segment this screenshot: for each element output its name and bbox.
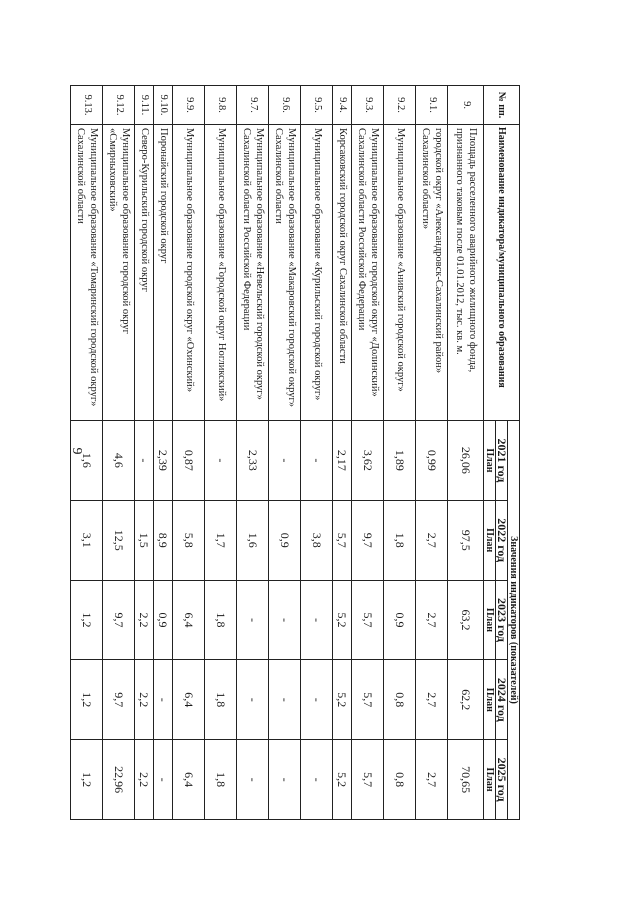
value-2025: -: [237, 740, 269, 820]
row-number: 9.9.: [173, 86, 205, 125]
value-2023: -: [269, 580, 301, 660]
row-number: 9.2.: [384, 86, 416, 125]
value-2021: 2,33: [237, 421, 269, 501]
value-2022: 97,5: [448, 500, 484, 580]
header-plan-2025: План: [484, 740, 496, 820]
value-2021: -: [269, 421, 301, 501]
value-2023: 2,7: [416, 580, 448, 660]
table-row: [135, 86, 154, 820]
value-2022: 3,1: [71, 500, 103, 580]
header-plan-2023: План: [484, 580, 496, 660]
value-2022: 1,7: [205, 500, 237, 580]
row-name: Северо-Курильский городской округ: [135, 125, 154, 421]
value-2023: 5,2: [333, 580, 352, 660]
value-2022: 8,9: [154, 500, 173, 580]
value-2024: 6,4: [173, 660, 205, 740]
row-number: 9.6.: [269, 86, 301, 125]
indicators-table: [70, 85, 520, 820]
table-row: [173, 86, 205, 820]
value-2023: 9,7: [103, 580, 135, 660]
value-2025: 2,7: [416, 740, 448, 820]
value-2022: 1,6: [237, 500, 269, 580]
value-2023: 5,7: [352, 580, 384, 660]
rotated-table-wrapper: [75, 85, 520, 820]
value-2023: 0,9: [384, 580, 416, 660]
row-number: 9.10.: [154, 86, 173, 125]
header-name: Наименование индикатора/муниципального образования: [484, 125, 520, 421]
row-name: Муниципальное образование «Томаринский городской округ» Сахалинской области: [71, 125, 103, 421]
row-name: городской округ «Александровск-Сахалинский район» Сахалинской области»: [416, 125, 448, 421]
row-name: Муниципальное образование «Анивский городской округ»: [384, 125, 416, 421]
value-2023: 0,9: [154, 580, 173, 660]
row-name: Площадь расселенного аварийного жилищного фонда, признанного таковым после 01.01.2012, тыс. кв. м.: [448, 125, 484, 421]
value-2025: 22,96: [103, 740, 135, 820]
value-2021: 0,87: [173, 421, 205, 501]
page-number: 9: [69, 447, 84, 455]
value-2021: 4,6: [103, 421, 135, 501]
value-2025: 70,65: [448, 740, 484, 820]
header-plan-2024: План: [484, 660, 496, 740]
value-2024: 1,8: [205, 660, 237, 740]
value-2024: 1,2: [71, 660, 103, 740]
row-number: 9.7.: [237, 86, 269, 125]
table-row: [416, 86, 448, 820]
value-2025: 2,2: [135, 740, 154, 820]
value-2024: 9,7: [103, 660, 135, 740]
table-row: [333, 86, 352, 820]
table-row: [269, 86, 301, 820]
value-2024: 5,2: [333, 660, 352, 740]
value-2021: 2,39: [154, 421, 173, 501]
value-2024: 62,2: [448, 660, 484, 740]
header-plan-2022: План: [484, 500, 496, 580]
table-row: [103, 86, 135, 820]
value-2022: 3,8: [301, 500, 333, 580]
value-2022: 5,8: [173, 500, 205, 580]
value-2024: 0,8: [384, 660, 416, 740]
header-group-title: Значения индикаторов (показателей): [508, 421, 520, 820]
row-number: 9.13.: [71, 86, 103, 125]
row-name: Муниципальное образование «Курильский городской округ»: [301, 125, 333, 421]
value-2025: -: [301, 740, 333, 820]
row-name: Муниципальное образование «Невельский городской округ» Сахалинской области Российской Федерации: [237, 125, 269, 421]
header-year-2025: 2025 год: [496, 740, 508, 820]
row-name: Муниципальное образование «Макаровский городской округ» Сахалинской области: [269, 125, 301, 421]
value-2023: 2,2: [135, 580, 154, 660]
value-2025: -: [269, 740, 301, 820]
value-2022: 5,7: [333, 500, 352, 580]
value-2021: -: [135, 421, 154, 501]
value-2023: 6,4: [173, 580, 205, 660]
row-number: 9.8.: [205, 86, 237, 125]
row-number: 9.11.: [135, 86, 154, 125]
value-2024: -: [154, 660, 173, 740]
value-2022: 2,7: [416, 500, 448, 580]
header-number: № пп.: [484, 86, 520, 125]
value-2025: 5,7: [352, 740, 384, 820]
value-2021: 1,6: [71, 421, 103, 501]
value-2021: 2,17: [333, 421, 352, 501]
value-2025: 0,8: [384, 740, 416, 820]
table-row: [71, 86, 103, 820]
table-body: [71, 86, 484, 820]
value-2023: 1,8: [205, 580, 237, 660]
value-2025: -: [154, 740, 173, 820]
row-number: 9.3.: [352, 86, 384, 125]
value-2023: -: [237, 580, 269, 660]
value-2021: -: [205, 421, 237, 501]
value-2024: 2,2: [135, 660, 154, 740]
value-2023: -: [301, 580, 333, 660]
row-number: 9.: [448, 86, 484, 125]
value-2024: -: [269, 660, 301, 740]
row-number: 9.5.: [301, 86, 333, 125]
value-2025: 1,2: [71, 740, 103, 820]
row-number: 9.12.: [103, 86, 135, 125]
value-2023: 63,2: [448, 580, 484, 660]
value-2021: -: [301, 421, 333, 501]
value-2025: 6,4: [173, 740, 205, 820]
row-number: 9.4.: [333, 86, 352, 125]
value-2021: 26,06: [448, 421, 484, 501]
row-name: Муниципальное образование городской округ «Долинский» Сахалинской области Российской Федерации: [352, 125, 384, 421]
value-2021: 1,89: [384, 421, 416, 501]
table-row: [384, 86, 416, 820]
value-2023: 1,2: [71, 580, 103, 660]
table-row: [237, 86, 269, 820]
row-name: Корсаковский городской округ Сахалинской области: [333, 125, 352, 421]
row-name: Поронайский городской округ: [154, 125, 173, 421]
row-name: Муниципальное образование «Городской округ Ногликский»: [205, 125, 237, 421]
value-2024: -: [237, 660, 269, 740]
value-2022: 1,8: [384, 500, 416, 580]
header-year-2022: 2022 год: [496, 500, 508, 580]
row-name: Муниципальное образование городской округ «Смирныховский»: [103, 125, 135, 421]
table-row: [205, 86, 237, 820]
header-year-2021: 2021 год: [496, 421, 508, 501]
header-year-2024: 2024 год: [496, 660, 508, 740]
header-plan-2021: План: [484, 421, 496, 501]
value-2025: 5,2: [333, 740, 352, 820]
table-row: [352, 86, 384, 820]
value-2024: -: [301, 660, 333, 740]
table-row: [448, 86, 484, 820]
value-2022: 9,7: [352, 500, 384, 580]
value-2025: 1,8: [205, 740, 237, 820]
value-2021: 0,99: [416, 421, 448, 501]
value-2024: 5,7: [352, 660, 384, 740]
value-2024: 2,7: [416, 660, 448, 740]
row-name: Муниципальное образование городской округ «Охинский»: [173, 125, 205, 421]
value-2021: 3,62: [352, 421, 384, 501]
row-number: 9.1.: [416, 86, 448, 125]
value-2022: 1,5: [135, 500, 154, 580]
header-year-2023: 2023 год: [496, 580, 508, 660]
value-2022: 12,5: [103, 500, 135, 580]
table-row: [301, 86, 333, 820]
value-2022: 0,9: [269, 500, 301, 580]
table-row: [154, 86, 173, 820]
table-header: [484, 86, 520, 820]
